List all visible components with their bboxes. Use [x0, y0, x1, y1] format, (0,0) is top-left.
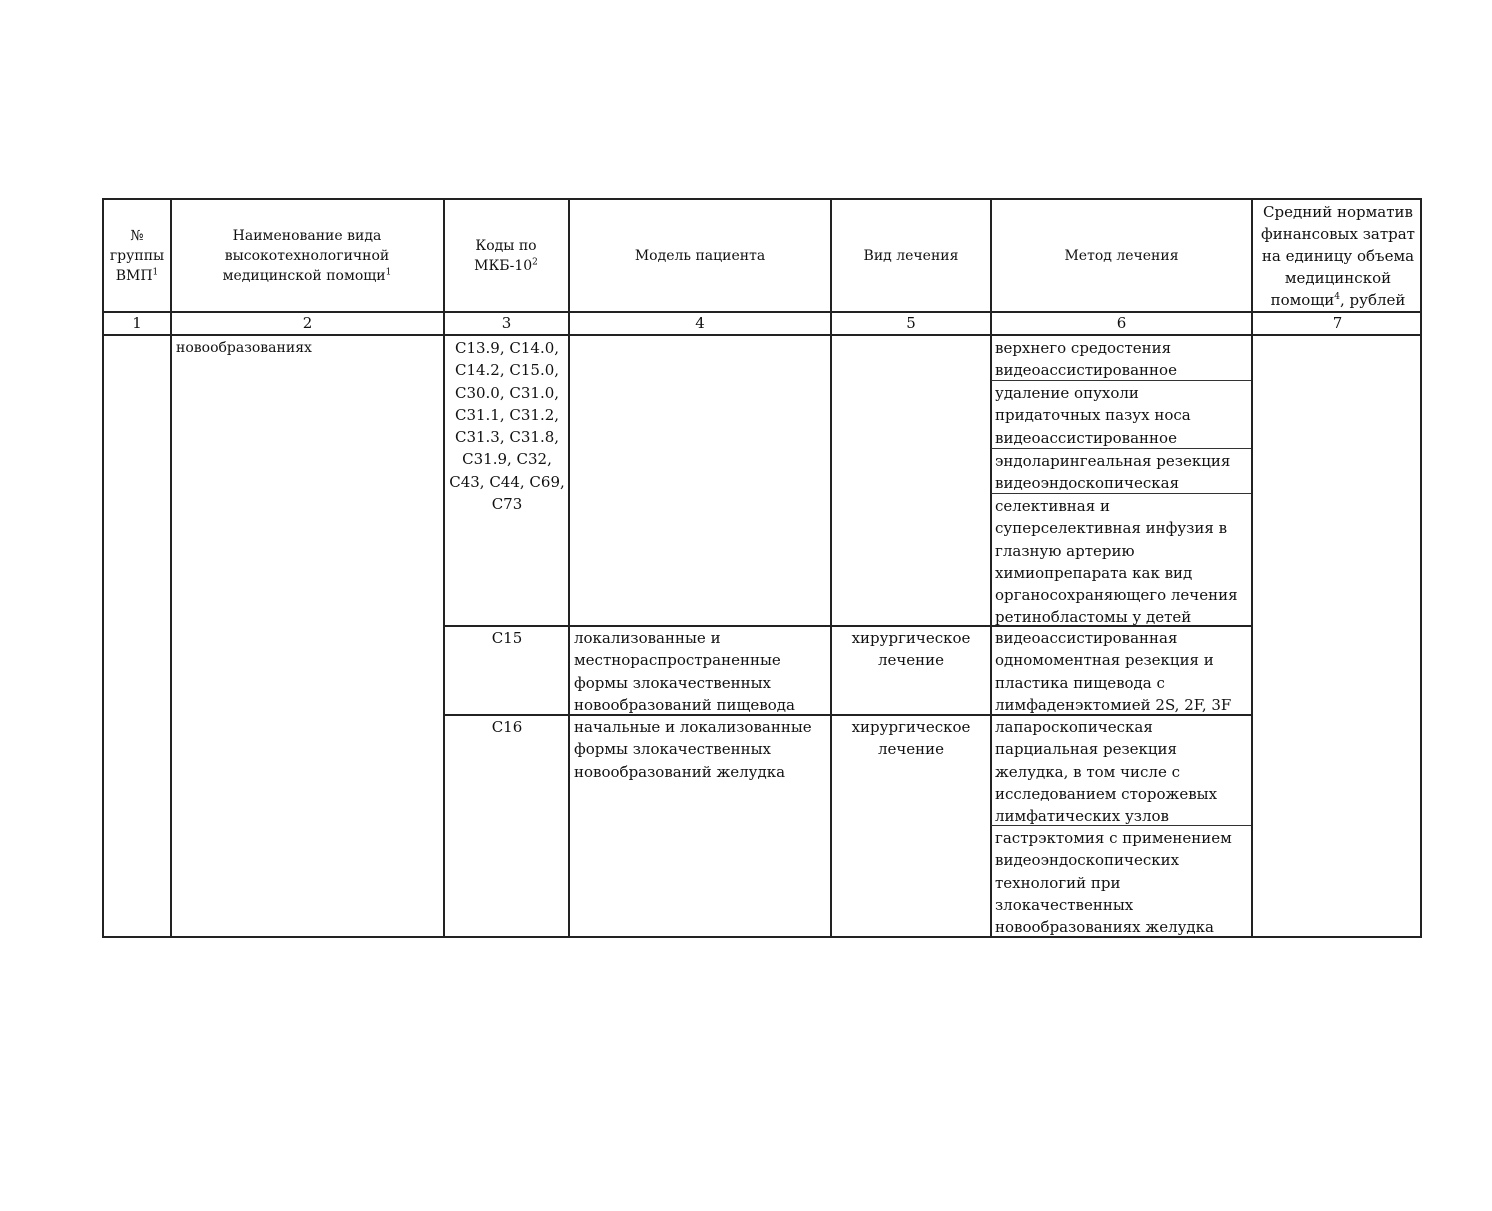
numbers-divider: [104, 334, 1420, 336]
treatment-method-cell: удаление опухоли придаточных пазух носа видеоассистированное: [995, 384, 1191, 447]
treatment-method-cell: лапароскопическая парциальная резекция желудка, в том числе с исследованием сторожевых лимфатических узлов: [995, 718, 1218, 826]
header-norm-cost: Средний норматив финансовых затрат на единицу объема медицинской помощи$^4$, рублей: [1261, 202, 1415, 309]
treatment-type-cell: хирургическое лечение: [851, 718, 971, 759]
treatment-method-cell: эндоларингеальная резекция видеоэндоскопическая: [995, 452, 1231, 493]
column-number: 2: [302, 314, 313, 332]
icd-codes-cell: C16: [491, 718, 523, 736]
treatment-type-cell: хирургическое лечение: [851, 629, 971, 670]
header-group-number: № группы ВМП$^1$: [109, 227, 165, 284]
column-number: 7: [1332, 314, 1343, 332]
patient-model-cell: начальные и локализованные формы злокачественных новообразований желудка: [574, 718, 812, 781]
icd-codes-cell: C13.9, C14.0, C14.2, C15.0, C30.0, C31.0, C31.1, C31.2, C31.3, C31.8, C31.9, C32, C43, C44, C69, C73: [449, 339, 565, 514]
column-number: 4: [695, 314, 705, 332]
header-icd-codes: Коды по МКБ-$10^2$: [474, 237, 538, 274]
column-number: 5: [906, 314, 916, 332]
header-patient-model: Модель пациента: [634, 247, 766, 264]
column-number: 1: [132, 314, 142, 332]
treatment-method-cell: видеоассистированная одномоментная резекция и пластика пищевода с лимфаденэктомией 2S, 2F, 3F: [995, 629, 1232, 714]
header-treatment-type: Вид лечения: [863, 247, 959, 264]
header-treatment-method: Метод лечения: [1064, 247, 1179, 264]
header-vmp-name: Наименование вида высокотехнологичной медицинской помощи$^1$: [222, 227, 392, 284]
treatment-method-cell: верхнего средостения видеоассистированное: [995, 339, 1177, 380]
vmp-name-cell: новообразованиях: [176, 340, 312, 356]
patient-model-cell: локализованные и местнораспространенные формы злокачественных новообразований пищевода: [574, 629, 795, 714]
vmp-table: [102, 198, 1422, 938]
column-number: 6: [1116, 314, 1127, 332]
treatment-method-cell: селективная и суперселективная инфузия в глазную артерию химиопрепарата как вид органосохраняющего лечения ретинобластомы у детей: [995, 497, 1238, 627]
icd-codes-cell: C15: [491, 629, 523, 647]
treatment-method-cell: гастрэктомия с применением видеоэндоскопических технологий при злокачественных новообразованиях желудка: [995, 829, 1232, 937]
column-number: 3: [501, 314, 512, 332]
